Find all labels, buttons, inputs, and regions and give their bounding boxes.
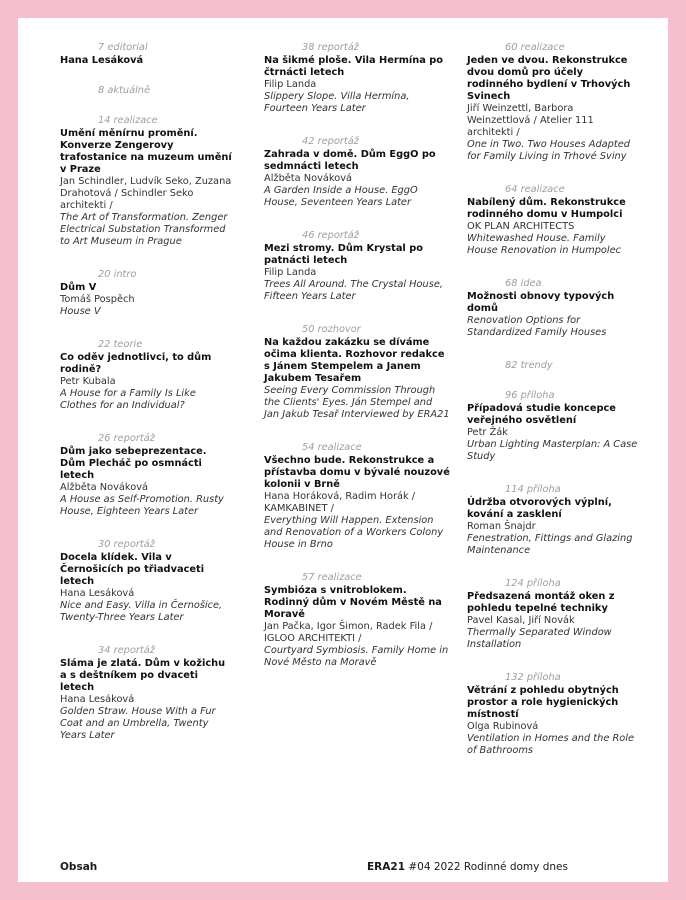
toc-entry — [60, 645, 232, 742]
footer-issue-text: #04 2022 Rodinné domy dnes — [405, 861, 568, 873]
page-number: 68 — [505, 278, 518, 289]
article-english-title: The Art of Transformation. Zenger Electrical Substation Transformed to Art Museum in Prague — [60, 212, 228, 247]
page-number: 38 — [302, 42, 315, 53]
toc-entry-meta — [467, 184, 639, 196]
article-authors: Petr Kubala — [60, 376, 116, 387]
page-number: 30 — [98, 539, 111, 550]
article-english-title: Ventilation in Homes and the Role of Bathrooms — [467, 733, 635, 756]
article-title: Symbióza s vnitroblokem. Rodinný dům v Novém Městě na Moravě — [264, 585, 442, 620]
footer-brand: ERA21 — [367, 861, 405, 873]
toc-entry-meta — [467, 42, 639, 54]
page-number: 34 — [98, 645, 111, 656]
article-english-title: Renovation Options for Standardized Family Houses — [467, 315, 607, 338]
toc-entry — [264, 442, 450, 551]
toc-entry-meta — [264, 324, 450, 336]
article-authors: Jan Pačka, Igor Šimon, Radek Fila / IGLOO ARCHITEKTI / — [264, 621, 433, 644]
article-authors: Hana Lesáková — [60, 588, 135, 599]
section-name: příloha — [526, 484, 561, 495]
article-english-title: Golden Straw. House With a Fur Coat and an Umbrella, Twenty Years Later — [60, 706, 216, 741]
toc-entry — [467, 278, 639, 339]
toc-entry-meta — [467, 484, 639, 496]
toc-entry — [264, 324, 450, 421]
toc-entry-meta — [264, 230, 450, 242]
article-english-title: House V — [60, 306, 101, 317]
article-title: Mezi stromy. Dům Krystal po patnácti letech — [264, 243, 423, 266]
article-authors: Pavel Kasal, Jiří Novák — [467, 615, 575, 626]
article-title: Větrání z pohledu obytných prostor a role hygienických místností — [467, 685, 619, 720]
article-english-title: A Garden Inside a House. EggO House, Seventeen Years Later — [264, 185, 418, 208]
page-number: 8 — [98, 85, 105, 96]
article-authors: Jan Schindler, Ludvík Seko, Zuzana Drahotová / Schindler Seko architekti / — [60, 176, 232, 211]
toc-entry — [467, 390, 639, 463]
article-title: Na každou zakázku se díváme očima klienta. Rozhovor redakce s Jánem Stempelem a Janem Jakubem Tesařem — [264, 337, 445, 384]
toc-entry-meta — [264, 442, 450, 454]
toc-entry — [60, 269, 232, 318]
section-name: idea — [520, 278, 542, 289]
page-number: 60 — [505, 42, 518, 53]
article-authors: Petr Žák — [467, 427, 508, 438]
article-english-title: Nice and Easy. Villa in Černošice, Twenty-Three Years Later — [60, 600, 223, 623]
article-english-title: Fenestration, Fittings and Glazing Maintenance — [467, 533, 633, 556]
article-title: Dům jako sebeprezentace. Dům Plecháč po osmnácti letech — [60, 446, 207, 481]
article-authors: Roman Šnajdr — [467, 521, 536, 532]
article-authors: Alžběta Nováková — [60, 482, 149, 493]
toc-entry — [60, 539, 232, 624]
article-english-title: A House as Self-Promotion. Rusty House, Eighteen Years Later — [60, 494, 224, 517]
article-authors: Jiří Weinzettl, Barbora Weinzettlová / Atelier 111 architekti / — [467, 103, 594, 138]
toc-entry-meta — [60, 339, 232, 351]
toc-entry — [467, 578, 639, 651]
article-title: Předsazená montáž oken z pohledu tepelné techniky — [467, 591, 615, 614]
toc-entry — [60, 42, 232, 67]
toc-entry — [60, 433, 232, 518]
section-name: realizace — [317, 572, 362, 583]
toc-entry-meta — [60, 269, 232, 281]
article-authors: Filip Landa — [264, 267, 317, 278]
toc-entry — [467, 42, 639, 163]
section-name: reportáž — [317, 42, 359, 53]
toc-entry-meta — [467, 390, 639, 402]
toc-entry — [467, 672, 639, 757]
toc-entry — [467, 360, 639, 372]
contents-page — [18, 18, 668, 882]
article-authors: Hana Horáková, Radim Horák / KAMKABINET / — [264, 491, 416, 514]
article-english-title: Thermally Separated Window Installation — [467, 627, 612, 650]
section-name: aktuálně — [107, 85, 151, 96]
article-title: Hana Lesáková — [60, 55, 144, 66]
section-name: editorial — [107, 42, 148, 53]
article-title: Zahrada v domě. Dům EggO po sedmnácti letech — [264, 149, 436, 172]
section-name: realizace — [317, 442, 362, 453]
section-name: příloha — [526, 672, 561, 683]
section-name: příloha — [520, 390, 555, 401]
article-english-title: Everything Will Happen. Extension and Renovation of a Workers Colony House in Brno — [264, 515, 444, 550]
toc-entry-meta — [467, 578, 639, 590]
toc-entry — [264, 572, 450, 669]
page-number: 42 — [302, 136, 315, 147]
section-name: realizace — [113, 115, 158, 126]
toc-entry — [467, 184, 639, 257]
article-authors: Hana Lesáková — [60, 694, 135, 705]
page-number: 50 — [302, 324, 315, 335]
page-number: 64 — [505, 184, 518, 195]
article-english-title: Trees All Around. The Crystal House, Fifteen Years Later — [264, 279, 443, 302]
page-number: 96 — [505, 390, 518, 401]
toc-entry — [60, 115, 232, 248]
toc-column-3 — [467, 42, 639, 778]
toc-entry — [264, 136, 450, 209]
toc-entry-meta — [264, 572, 450, 584]
page-number: 26 — [98, 433, 111, 444]
article-authors: Olga Rubinová — [467, 721, 539, 732]
toc-entry-meta — [264, 42, 450, 54]
page-number: 54 — [302, 442, 315, 453]
footer-section-label: Obsah — [60, 861, 98, 873]
article-title: Údržba otvorových výplní, kování a zasklení — [467, 497, 612, 520]
page-number: 132 — [505, 672, 524, 683]
section-name: intro — [113, 269, 137, 280]
article-english-title: Urban Lighting Masterplan: A Case Study — [467, 439, 638, 462]
section-name: rozhovor — [317, 324, 361, 335]
page-number: 114 — [505, 484, 524, 495]
article-title: Nabílený dům. Rekonstrukce rodinného domu v Humpolci — [467, 197, 626, 220]
article-title: Všechno bude. Rekonstrukce a přístavba domu v bývalé nouzové kolonii v Brně — [264, 455, 450, 490]
article-title: Případová studie koncepce veřejného osvětlení — [467, 403, 616, 426]
section-name: reportáž — [113, 539, 155, 550]
article-title: Sláma je zlatá. Dům v kožichu a s deštníkem po dvaceti letech — [60, 658, 226, 693]
section-name: trendy — [520, 360, 553, 371]
article-title: Umění měnírnu promění. Konverze Zengerovy trafostanice na muzeum umění v Praze — [60, 128, 232, 175]
page-number: 14 — [98, 115, 111, 126]
article-english-title: Slippery Slope. Villa Hermína, Fourteen Years Later — [264, 91, 410, 114]
article-authors: Filip Landa — [264, 79, 317, 90]
toc-column-2 — [264, 42, 450, 690]
toc-entry-meta — [60, 115, 232, 127]
page-number: 22 — [98, 339, 111, 350]
article-authors: Tomáš Pospěch — [60, 294, 135, 305]
article-english-title: A House for a Family Is Like Clothes for an Individual? — [60, 388, 196, 411]
toc-entry — [60, 339, 232, 412]
section-name: příloha — [526, 578, 561, 589]
article-title: Docela klídek. Vila v Černošicích po třiadvaceti letech — [60, 552, 205, 587]
toc-entry-meta — [60, 645, 232, 657]
toc-entry-meta — [467, 360, 639, 372]
page-number: 57 — [302, 572, 315, 583]
article-title: Dům V — [60, 282, 97, 293]
page-number: 7 — [98, 42, 105, 53]
page-number: 124 — [505, 578, 524, 589]
toc-entry-meta — [467, 672, 639, 684]
page-number: 46 — [302, 230, 315, 241]
article-title: Na šikmé ploše. Vila Hermína po čtrnácti letech — [264, 55, 444, 78]
toc-entry — [264, 42, 450, 115]
section-name: reportáž — [113, 645, 155, 656]
article-authors: OK PLAN ARCHITECTS — [467, 221, 575, 232]
page-number: 82 — [505, 360, 518, 371]
toc-entry-meta — [467, 278, 639, 290]
section-name: realizace — [520, 42, 565, 53]
page-number: 20 — [98, 269, 111, 280]
article-english-title: One in Two. Two Houses Adapted for Family Living in Trhové Sviny — [467, 139, 630, 162]
section-name: reportáž — [317, 230, 359, 241]
article-english-title: Courtyard Symbiosis. Family Home in Nové Město na Moravě — [264, 645, 449, 668]
section-name: reportáž — [317, 136, 359, 147]
article-english-title: Whitewashed House. Family House Renovation in Humpolec — [467, 233, 622, 256]
section-name: teorie — [113, 339, 143, 350]
toc-entry — [60, 85, 232, 97]
footer-issue — [367, 861, 568, 873]
toc-entry-meta — [60, 42, 232, 54]
section-name: realizace — [520, 184, 565, 195]
article-title: Jeden ve dvou. Rekonstrukce dvou domů pro účely rodinného bydlení v Trhových Svinech — [467, 55, 631, 102]
toc-entry-meta — [60, 433, 232, 445]
article-authors: Alžběta Nováková — [264, 173, 353, 184]
toc-entry-meta — [60, 85, 232, 97]
article-english-title: Seeing Every Commission Through the Clients' Eyes. Ján Stempel and Jan Jakub Tesař Interviewed by ERA21 — [264, 385, 450, 420]
toc-column-1 — [60, 42, 232, 763]
toc-entry — [264, 230, 450, 303]
toc-entry-meta — [60, 539, 232, 551]
toc-entry — [467, 484, 639, 557]
toc-entry-meta — [264, 136, 450, 148]
article-title: Možnosti obnovy typových domů — [467, 291, 615, 314]
section-name: reportáž — [113, 433, 155, 444]
article-title: Co oděv jednotlivci, to dům rodině? — [60, 352, 212, 375]
